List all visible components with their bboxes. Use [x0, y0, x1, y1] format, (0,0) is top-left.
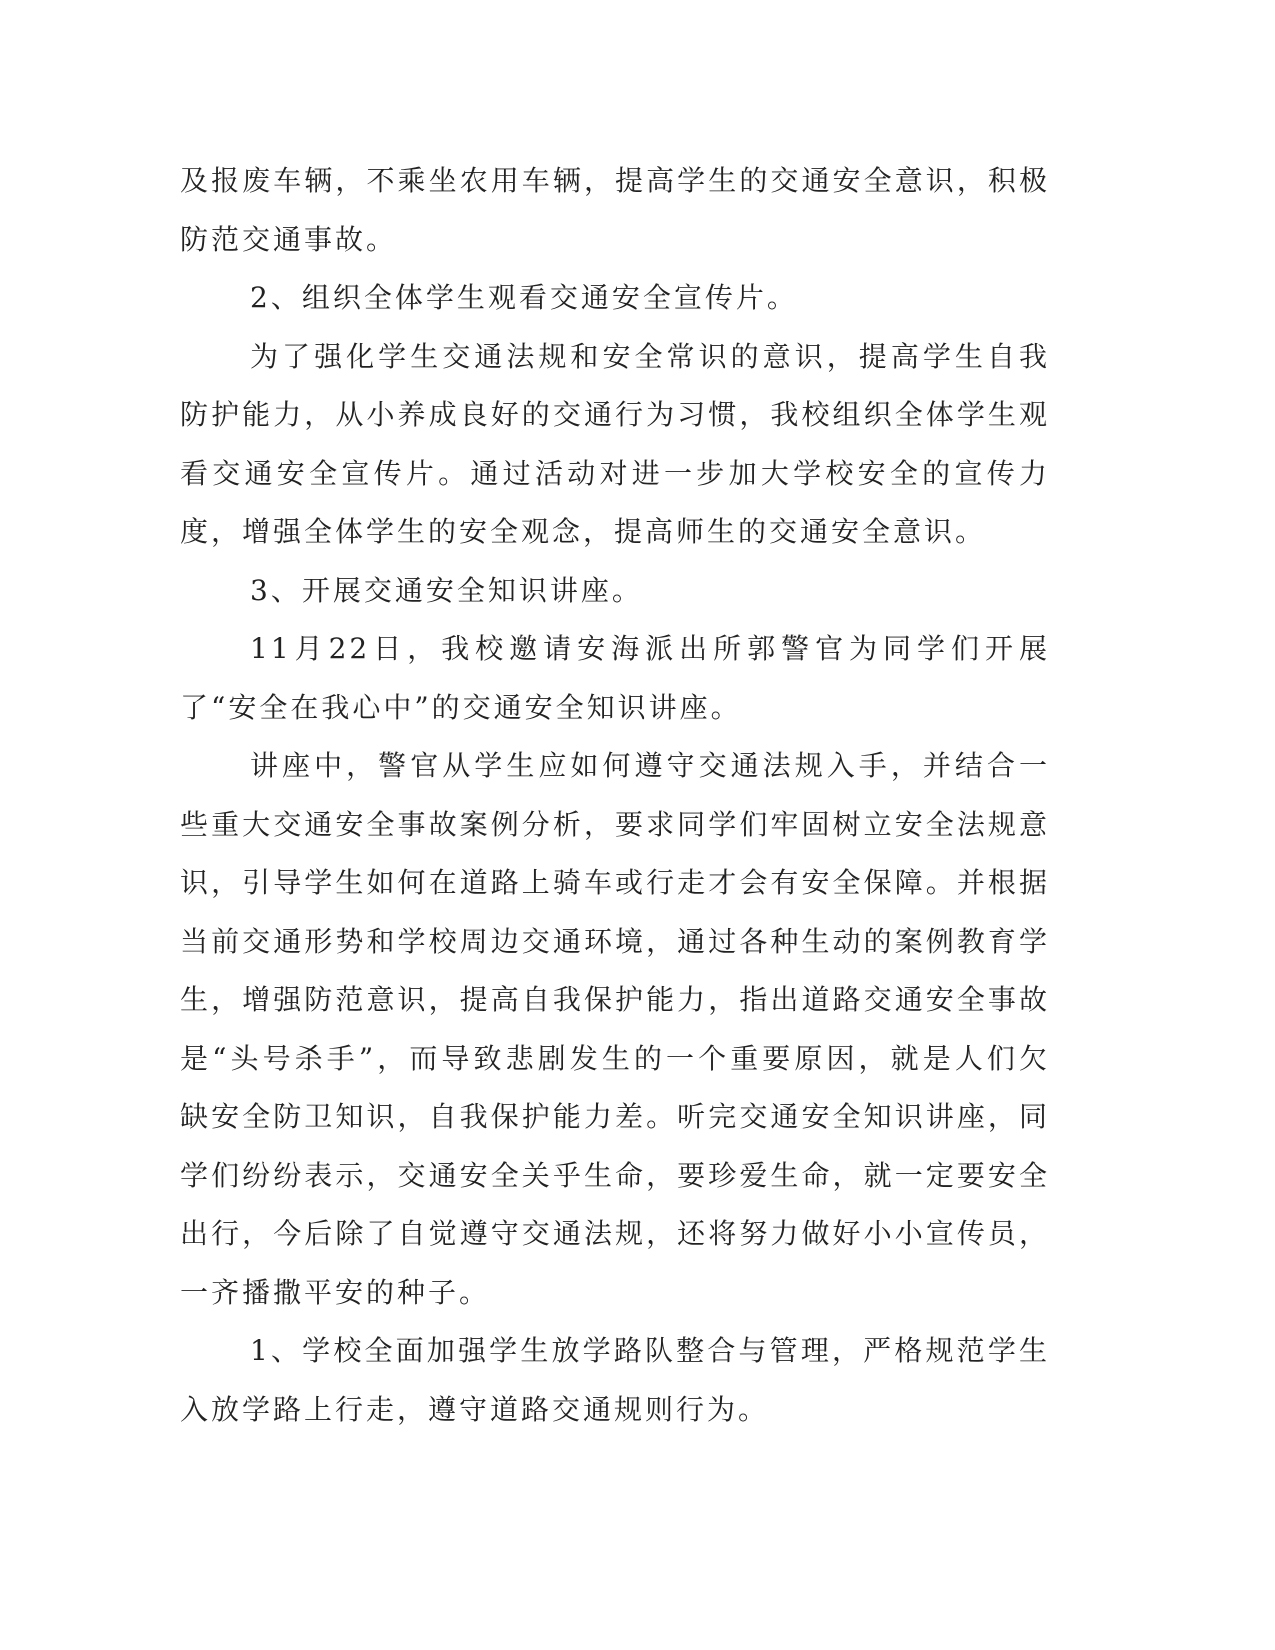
document-body — [180, 152, 1050, 1439]
paragraph-lecture-details: 讲座中，警官从学生应如何遵守交通法规入手，并结合一些重大交通安全事故案例分析，要求同学们牢固树立安全法规意识，引导学生如何在道路上骑车或行走才会有安全保障。并根据当前交通形势和学校周边交通环境，通过各种生动的案例教育学生，增强防范意识，提高自我保护能力，指出道路交通安全事故是“头号杀手”，而导致悲剧发生的一个重要原因，就是人们欠缺安全防卫知识，自我保护能力差。听完交通安全知识讲座，同学们纷纷表示，交通安全关乎生命，要珍爱生命，就一定要安全出行，今后除了自觉遵守交通法规，还将努力做好小小宣传员，一齐播撒平安的种子。 — [180, 749, 1050, 1309]
paragraph-continuation: 及报废车辆，不乘坐农用车辆，提高学生的交通安全意识，积极防范交通事故。 — [180, 164, 1050, 256]
paragraph-heading-3: 3、开展交通安全知识讲座。 — [250, 573, 643, 607]
paragraph-heading-1-management: 1、学校全面加强学生放学路队整合与管理，严格规范学生入放学路上行走，遵守道路交通规则行为。 — [180, 1334, 1050, 1426]
paragraph-lecture-intro: 11月22日，我校邀请安海派出所郭警官为同学们开展了“安全在我心中”的交通安全知识讲座。 — [180, 632, 1050, 724]
paragraph-video-activity: 为了强化学生交通法规和安全常识的意识，提高学生自我防护能力，从小养成良好的交通行为习惯，我校组织全体学生观看交通安全宣传片。通过活动对进一步加大学校安全的宣传力度，增强全体学生的安全观念，提高师生的交通安全意识。 — [180, 339, 1050, 548]
paragraph-heading-2: 2、组织全体学生观看交通安全宣传片。 — [250, 281, 798, 314]
